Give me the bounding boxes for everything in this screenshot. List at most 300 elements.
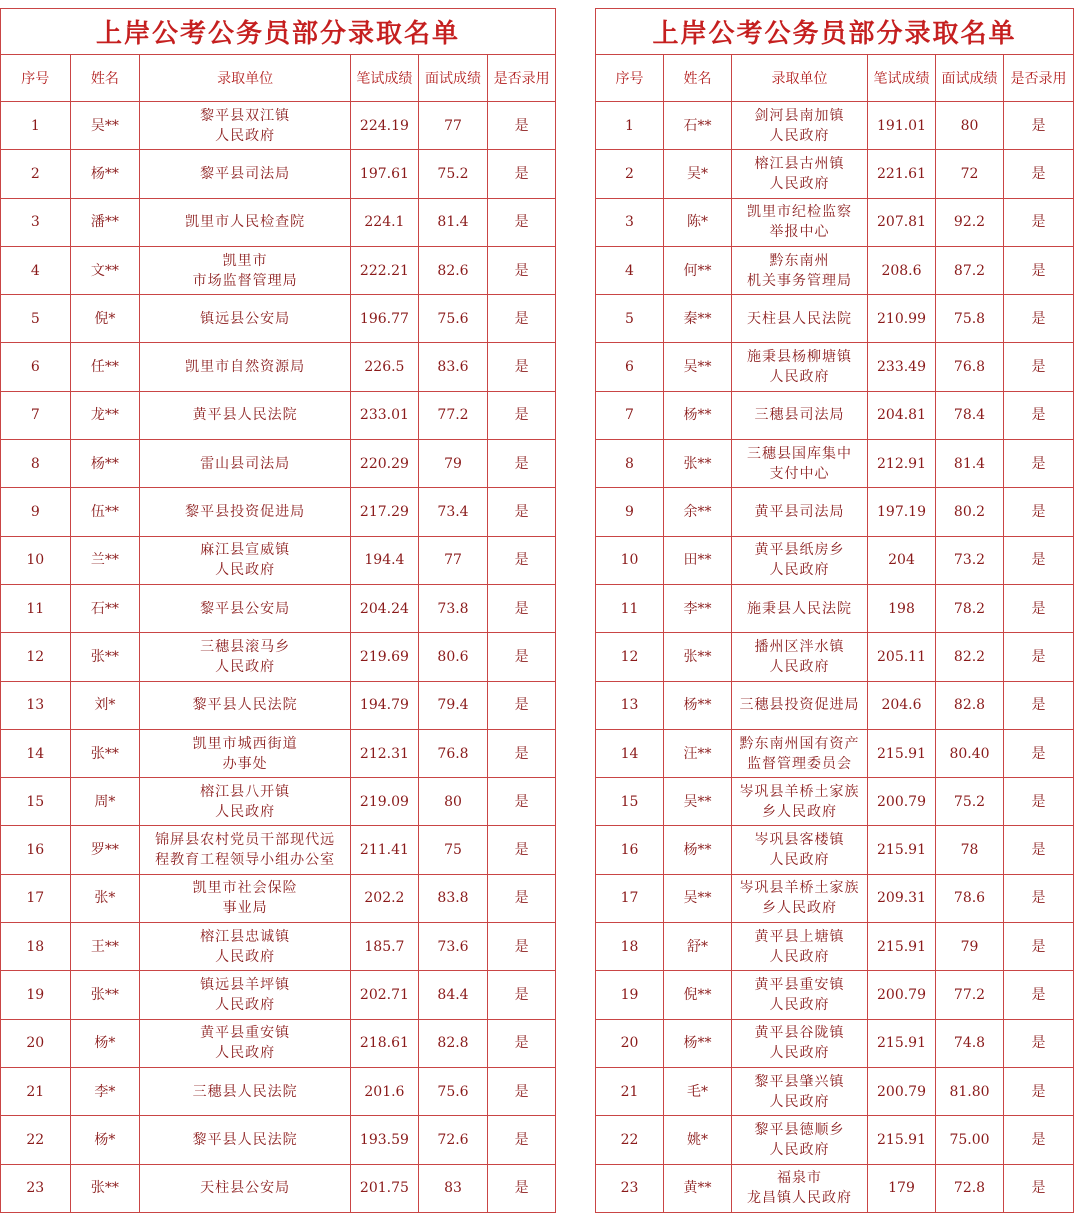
table-row — [1, 633, 556, 681]
table-row — [1, 391, 556, 439]
unit-line: 凯里市人民检查院 — [185, 214, 306, 231]
cell-no: 8 — [596, 440, 664, 488]
cell-written-score: 191.01 — [868, 102, 936, 150]
cell-hired: 是 — [1004, 729, 1074, 777]
cell-hired: 是 — [1004, 826, 1074, 874]
header-no: 序号 — [1, 55, 71, 102]
unit-line: 天柱县公安局 — [200, 1180, 291, 1197]
cell-name: 李* — [70, 1067, 140, 1115]
unit-line: 镇远县羊坪镇 — [200, 976, 291, 993]
cell-unit — [140, 1116, 351, 1164]
unit-line: 举报中心 — [769, 224, 830, 241]
cell-hired: 是 — [488, 295, 556, 343]
right-admission-table-panel — [595, 8, 1073, 1207]
cell-written-score: 185.7 — [351, 923, 419, 971]
cell-written-score: 204.6 — [868, 681, 936, 729]
table-row — [1, 150, 556, 198]
cell-unit — [140, 729, 351, 777]
table-row — [1, 536, 556, 584]
cell-written-score: 205.11 — [868, 633, 936, 681]
cell-no: 4 — [596, 246, 664, 294]
cell-hired: 是 — [488, 729, 556, 777]
cell-interview-score: 80.6 — [418, 633, 488, 681]
cell-no: 19 — [1, 971, 71, 1019]
cell-interview-score: 73.6 — [418, 923, 488, 971]
unit-line: 榕江县古州镇 — [754, 155, 845, 172]
cell-no: 12 — [1, 633, 71, 681]
cell-name: 陈* — [664, 198, 732, 246]
unit-line: 人民政府 — [215, 803, 276, 820]
cell-written-score: 217.29 — [351, 488, 419, 536]
unit-line: 人民政府 — [215, 127, 276, 144]
table-row — [596, 923, 1074, 971]
cell-interview-score: 80.2 — [936, 488, 1004, 536]
cell-no: 22 — [596, 1116, 664, 1164]
cell-unit — [732, 198, 868, 246]
cell-name: 倪* — [70, 295, 140, 343]
unit-line: 人民政府 — [769, 996, 830, 1013]
table-row — [596, 295, 1074, 343]
table-row — [596, 488, 1074, 536]
unit-line: 榕江县忠诚镇 — [200, 928, 291, 945]
table-row — [596, 391, 1074, 439]
cell-hired: 是 — [488, 1116, 556, 1164]
cell-unit — [140, 681, 351, 729]
cell-no: 2 — [596, 150, 664, 198]
cell-interview-score: 83.6 — [418, 343, 488, 391]
cell-hired: 是 — [1004, 633, 1074, 681]
cell-unit — [140, 971, 351, 1019]
cell-interview-score: 81.80 — [936, 1067, 1004, 1115]
cell-no: 14 — [1, 729, 71, 777]
cell-hired: 是 — [488, 198, 556, 246]
cell-interview-score: 74.8 — [936, 1019, 1004, 1067]
cell-unit — [140, 536, 351, 584]
cell-unit — [140, 874, 351, 922]
cell-name: 吴** — [664, 874, 732, 922]
cell-interview-score: 77 — [418, 536, 488, 584]
table-row — [1, 198, 556, 246]
cell-interview-score: 82.6 — [418, 246, 488, 294]
cell-unit — [732, 729, 868, 777]
cell-interview-score: 77 — [418, 102, 488, 150]
cell-name: 刘* — [70, 681, 140, 729]
cell-hired: 是 — [1004, 681, 1074, 729]
table-row — [1, 295, 556, 343]
cell-interview-score: 73.4 — [418, 488, 488, 536]
cell-no: 1 — [596, 102, 664, 150]
unit-line: 凯里市纪检监察 — [747, 204, 852, 221]
header-unit: 录取单位 — [732, 55, 868, 102]
cell-name: 张** — [70, 971, 140, 1019]
cell-interview-score: 75.2 — [936, 778, 1004, 826]
cell-hired: 是 — [488, 1164, 556, 1212]
admission-table — [595, 8, 1074, 1213]
cell-hired: 是 — [488, 633, 556, 681]
unit-line: 三穗县滚马乡 — [200, 638, 291, 655]
cell-no: 21 — [1, 1067, 71, 1115]
unit-line: 雷山县司法局 — [200, 455, 291, 472]
cell-unit — [732, 971, 868, 1019]
cell-hired: 是 — [1004, 295, 1074, 343]
cell-no: 15 — [1, 778, 71, 826]
cell-written-score: 219.09 — [351, 778, 419, 826]
cell-no: 3 — [1, 198, 71, 246]
cell-hired: 是 — [488, 874, 556, 922]
cell-written-score: 207.81 — [868, 198, 936, 246]
unit-line: 黄平县重安镇 — [754, 976, 845, 993]
cell-name: 杨** — [664, 826, 732, 874]
cell-name: 周* — [70, 778, 140, 826]
cell-name: 龙** — [70, 391, 140, 439]
cell-name: 张** — [70, 633, 140, 681]
header-unit: 录取单位 — [140, 55, 351, 102]
table-row — [596, 440, 1074, 488]
cell-interview-score: 72.6 — [418, 1116, 488, 1164]
cell-unit — [732, 1067, 868, 1115]
unit-line: 榕江县八开镇 — [200, 783, 291, 800]
unit-line: 三穗县投资促进局 — [739, 697, 860, 714]
cell-name: 石** — [664, 102, 732, 150]
table-row — [1, 440, 556, 488]
cell-hired: 是 — [1004, 391, 1074, 439]
unit-line: 三穗县司法局 — [754, 407, 845, 424]
unit-line: 人民政府 — [215, 562, 276, 579]
cell-unit — [140, 778, 351, 826]
unit-line: 人民政府 — [769, 127, 830, 144]
unit-line: 黄平县司法局 — [754, 504, 845, 521]
cell-interview-score: 75 — [418, 826, 488, 874]
cell-unit — [140, 102, 351, 150]
cell-unit — [140, 150, 351, 198]
table-row — [1, 1019, 556, 1067]
cell-unit — [732, 923, 868, 971]
cell-unit — [732, 391, 868, 439]
cell-written-score: 215.91 — [868, 1116, 936, 1164]
cell-name: 张** — [664, 440, 732, 488]
cell-hired: 是 — [488, 826, 556, 874]
cell-unit — [732, 150, 868, 198]
cell-hired: 是 — [1004, 1164, 1074, 1212]
cell-unit — [140, 633, 351, 681]
cell-no: 19 — [596, 971, 664, 1019]
unit-line: 黎平县司法局 — [200, 165, 291, 182]
cell-interview-score: 80 — [418, 778, 488, 826]
cell-no: 9 — [1, 488, 71, 536]
cell-written-score: 200.79 — [868, 778, 936, 826]
cell-no: 13 — [596, 681, 664, 729]
table-row — [596, 343, 1074, 391]
cell-no: 16 — [596, 826, 664, 874]
cell-unit — [732, 343, 868, 391]
cell-interview-score: 78.2 — [936, 584, 1004, 632]
cell-name: 汪** — [664, 729, 732, 777]
unit-line: 岑巩县羊桥土家族 — [739, 880, 860, 897]
cell-hired: 是 — [1004, 536, 1074, 584]
cell-written-score: 233.01 — [351, 391, 419, 439]
table-row — [596, 584, 1074, 632]
table-row — [1, 488, 556, 536]
cell-name: 伍** — [70, 488, 140, 536]
cell-written-score: 196.77 — [351, 295, 419, 343]
cell-interview-score: 83.8 — [418, 874, 488, 922]
cell-name: 倪** — [664, 971, 732, 1019]
cell-written-score: 218.61 — [351, 1019, 419, 1067]
cell-written-score: 222.21 — [351, 246, 419, 294]
cell-name: 王** — [70, 923, 140, 971]
cell-interview-score: 75.6 — [418, 295, 488, 343]
cell-name: 杨** — [664, 391, 732, 439]
table-row — [1, 826, 556, 874]
cell-written-score: 202.2 — [351, 874, 419, 922]
table-body — [1, 102, 556, 1213]
cell-hired: 是 — [488, 1067, 556, 1115]
table-row — [1, 246, 556, 294]
cell-name: 黄** — [664, 1164, 732, 1212]
unit-line: 黔东南州 — [769, 252, 830, 269]
cell-interview-score: 84.4 — [418, 971, 488, 1019]
unit-line: 人民政府 — [769, 562, 830, 579]
cell-name: 余** — [664, 488, 732, 536]
unit-line: 黄平县人民法院 — [192, 407, 298, 424]
cell-name: 田** — [664, 536, 732, 584]
unit-line: 福泉市 — [777, 1170, 822, 1187]
cell-written-score: 212.91 — [868, 440, 936, 488]
unit-line: 人民政府 — [769, 1093, 830, 1110]
cell-name: 任** — [70, 343, 140, 391]
table-row — [596, 1019, 1074, 1067]
cell-name: 吴** — [664, 778, 732, 826]
unit-line: 黎平县德顺乡 — [754, 1121, 845, 1138]
cell-no: 3 — [596, 198, 664, 246]
unit-line: 三穗县国库集中 — [747, 445, 852, 462]
cell-unit — [140, 584, 351, 632]
cell-unit — [732, 584, 868, 632]
cell-no: 17 — [1, 874, 71, 922]
cell-unit — [732, 246, 868, 294]
cell-name: 秦** — [664, 295, 732, 343]
cell-name: 吴* — [664, 150, 732, 198]
left-admission-table-panel — [0, 8, 556, 1197]
cell-written-score: 194.79 — [351, 681, 419, 729]
cell-interview-score: 79 — [418, 440, 488, 488]
unit-line: 人民政府 — [215, 1045, 276, 1062]
unit-line: 人民政府 — [215, 658, 276, 675]
unit-line: 播州区泮水镇 — [754, 638, 845, 655]
cell-written-score: 194.4 — [351, 536, 419, 584]
unit-line: 人民政府 — [769, 658, 830, 675]
cell-name: 兰** — [70, 536, 140, 584]
cell-no: 6 — [596, 343, 664, 391]
cell-name: 张** — [70, 1164, 140, 1212]
unit-line: 人民政府 — [769, 1141, 830, 1158]
cell-written-score: 224.1 — [351, 198, 419, 246]
cell-unit — [732, 826, 868, 874]
unit-line: 监督管理委员会 — [747, 755, 852, 772]
cell-hired: 是 — [1004, 488, 1074, 536]
unit-line: 市场监督管理局 — [192, 272, 298, 289]
cell-hired: 是 — [488, 681, 556, 729]
unit-line: 岑巩县羊桥土家族 — [739, 783, 860, 800]
cell-unit — [140, 440, 351, 488]
cell-written-score: 210.99 — [868, 295, 936, 343]
cell-unit — [732, 440, 868, 488]
table-row — [1, 1116, 556, 1164]
cell-hired: 是 — [488, 391, 556, 439]
cell-unit — [732, 536, 868, 584]
unit-line: 黎平县投资促进局 — [185, 504, 306, 521]
cell-no: 20 — [1, 1019, 71, 1067]
unit-line: 人民政府 — [215, 996, 276, 1013]
table-title: 上岸公考公务员部分录取名单 — [596, 9, 1074, 55]
table-row — [596, 102, 1074, 150]
cell-no: 8 — [1, 440, 71, 488]
header-interview-score: 面试成绩 — [936, 55, 1004, 102]
cell-no: 7 — [596, 391, 664, 439]
cell-hired: 是 — [1004, 874, 1074, 922]
cell-written-score: 212.31 — [351, 729, 419, 777]
cell-no: 22 — [1, 1116, 71, 1164]
cell-hired: 是 — [1004, 440, 1074, 488]
cell-no: 5 — [596, 295, 664, 343]
cell-written-score: 219.69 — [351, 633, 419, 681]
unit-line: 黎平县人民法院 — [192, 1131, 298, 1148]
cell-name: 潘** — [70, 198, 140, 246]
table-row — [596, 150, 1074, 198]
cell-unit — [732, 295, 868, 343]
table-row — [596, 536, 1074, 584]
cell-hired: 是 — [488, 150, 556, 198]
table-row — [596, 971, 1074, 1019]
cell-no: 23 — [596, 1164, 664, 1212]
unit-line: 凯里市自然资源局 — [185, 359, 306, 376]
cell-unit — [732, 1116, 868, 1164]
cell-no: 1 — [1, 102, 71, 150]
cell-unit — [140, 1019, 351, 1067]
cell-name: 杨** — [70, 150, 140, 198]
cell-interview-score: 76.8 — [418, 729, 488, 777]
unit-line: 黎平县人民法院 — [192, 697, 298, 714]
unit-line: 黄平县上塘镇 — [754, 928, 845, 945]
cell-no: 15 — [596, 778, 664, 826]
table-row — [596, 874, 1074, 922]
cell-unit — [140, 1067, 351, 1115]
cell-interview-score: 72 — [936, 150, 1004, 198]
cell-interview-score: 79 — [936, 923, 1004, 971]
table-row — [596, 778, 1074, 826]
cell-no: 23 — [1, 1164, 71, 1212]
unit-line: 黎平县肇兴镇 — [754, 1073, 845, 1090]
unit-line: 施秉县杨柳塘镇 — [747, 349, 852, 366]
header-no: 序号 — [596, 55, 664, 102]
cell-hired: 是 — [1004, 923, 1074, 971]
cell-unit — [140, 295, 351, 343]
cell-name: 石** — [70, 584, 140, 632]
cell-name: 张** — [70, 729, 140, 777]
unit-line: 人民政府 — [769, 1045, 830, 1062]
unit-line: 乡人民政府 — [762, 803, 837, 820]
cell-no: 13 — [1, 681, 71, 729]
cell-interview-score: 78.6 — [936, 874, 1004, 922]
cell-hired: 是 — [1004, 343, 1074, 391]
table-body — [596, 102, 1074, 1213]
cell-written-score: 209.31 — [868, 874, 936, 922]
table-row — [596, 633, 1074, 681]
unit-line: 乡人民政府 — [762, 900, 837, 917]
cell-interview-score: 78.4 — [936, 391, 1004, 439]
cell-interview-score: 75.8 — [936, 295, 1004, 343]
cell-hired: 是 — [488, 1019, 556, 1067]
cell-unit — [732, 1019, 868, 1067]
table-row — [1, 1067, 556, 1115]
cell-interview-score: 77.2 — [418, 391, 488, 439]
cell-name: 张** — [664, 633, 732, 681]
unit-line: 凯里市社会保险 — [192, 880, 298, 897]
cell-hired: 是 — [488, 971, 556, 1019]
cell-name: 毛* — [664, 1067, 732, 1115]
cell-no: 11 — [1, 584, 71, 632]
cell-hired: 是 — [1004, 1116, 1074, 1164]
cell-unit — [732, 633, 868, 681]
unit-line: 人民政府 — [769, 369, 830, 386]
cell-interview-score: 75.6 — [418, 1067, 488, 1115]
cell-interview-score: 92.2 — [936, 198, 1004, 246]
unit-line: 黎平县双江镇 — [200, 107, 291, 124]
cell-interview-score: 87.2 — [936, 246, 1004, 294]
cell-no: 11 — [596, 584, 664, 632]
cell-name: 何** — [664, 246, 732, 294]
cell-no: 9 — [596, 488, 664, 536]
cell-written-score: 197.61 — [351, 150, 419, 198]
cell-hired: 是 — [1004, 246, 1074, 294]
cell-written-score: 200.79 — [868, 1067, 936, 1115]
header-written-score: 笔试成绩 — [351, 55, 419, 102]
header-hired: 是否录用 — [1004, 55, 1074, 102]
cell-interview-score: 83 — [418, 1164, 488, 1212]
cell-written-score: 224.19 — [351, 102, 419, 150]
cell-no: 2 — [1, 150, 71, 198]
cell-hired: 是 — [1004, 971, 1074, 1019]
cell-interview-score: 81.4 — [936, 440, 1004, 488]
header-name: 姓名 — [664, 55, 732, 102]
table-row — [596, 1164, 1074, 1212]
cell-name: 罗** — [70, 826, 140, 874]
table-row — [1, 102, 556, 150]
admission-table — [0, 8, 556, 1213]
cell-unit — [732, 681, 868, 729]
unit-line: 事业局 — [222, 900, 268, 917]
table-row — [596, 729, 1074, 777]
unit-line: 龙昌镇人民政府 — [747, 1190, 852, 1207]
cell-unit — [732, 488, 868, 536]
header-name: 姓名 — [70, 55, 140, 102]
cell-interview-score: 76.8 — [936, 343, 1004, 391]
cell-no: 7 — [1, 391, 71, 439]
cell-interview-score: 82.2 — [936, 633, 1004, 681]
cell-written-score: 193.59 — [351, 1116, 419, 1164]
table-row — [1, 343, 556, 391]
cell-hired: 是 — [1004, 1019, 1074, 1067]
unit-line: 黄平县谷陇镇 — [754, 1025, 845, 1042]
cell-unit — [140, 1164, 351, 1212]
cell-interview-score: 79.4 — [418, 681, 488, 729]
cell-hired: 是 — [488, 246, 556, 294]
cell-no: 10 — [1, 536, 71, 584]
cell-name: 张* — [70, 874, 140, 922]
cell-unit — [140, 246, 351, 294]
cell-interview-score: 77.2 — [936, 971, 1004, 1019]
unit-line: 三穗县人民法院 — [192, 1083, 298, 1100]
